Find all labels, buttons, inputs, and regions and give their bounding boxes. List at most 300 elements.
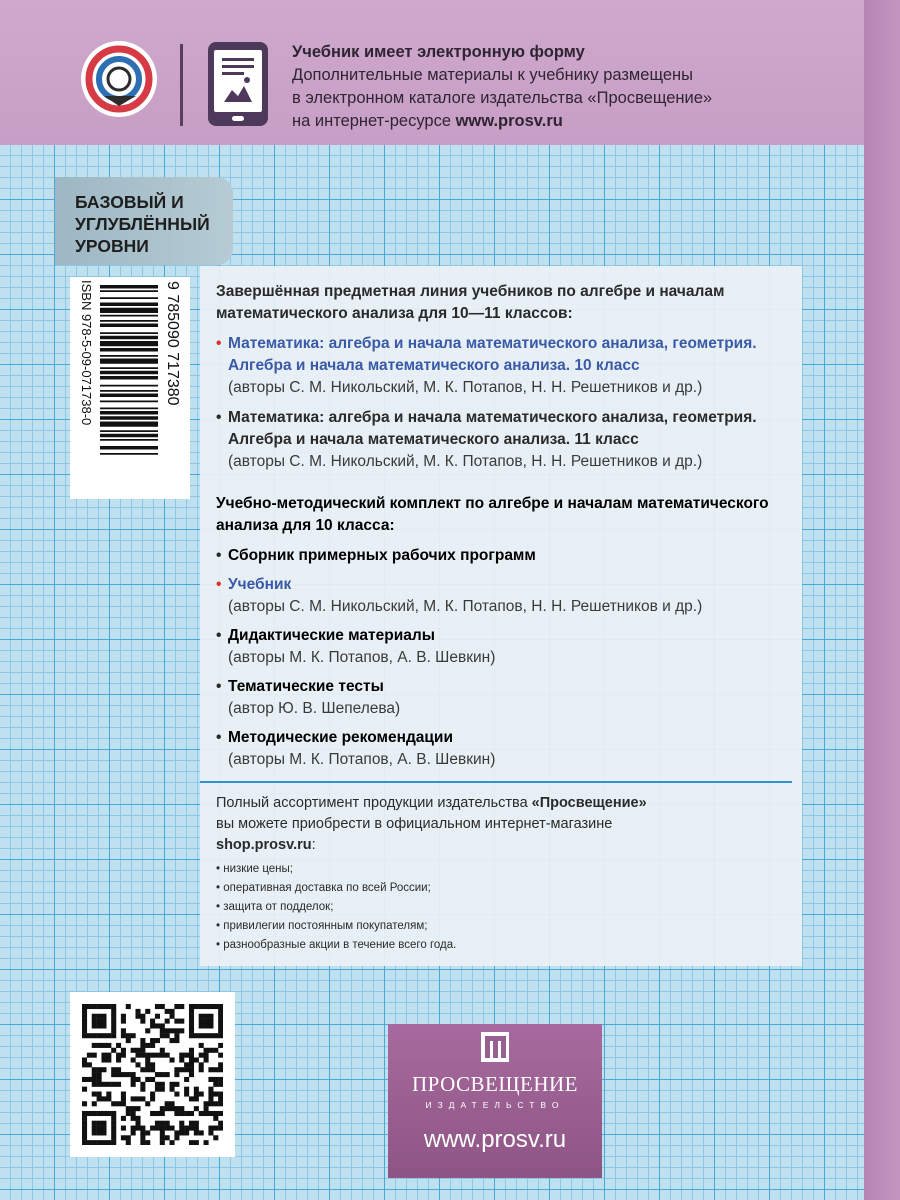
qr-module: [92, 1053, 97, 1058]
qr-module: [131, 1126, 136, 1131]
qr-module: [131, 1048, 136, 1053]
qr-module: [208, 1096, 213, 1101]
qr-finder-module: [92, 1004, 97, 1009]
qr-module: [194, 1057, 199, 1062]
qr-module: [116, 1043, 121, 1048]
qr-module: [213, 1077, 218, 1082]
qr-module: [199, 1067, 204, 1072]
electronic-form-logo-icon: [84, 44, 154, 114]
qr-finder-module: [101, 1033, 106, 1038]
qr-module: [189, 1053, 194, 1058]
qr-module: [101, 1096, 106, 1101]
qr-module: [131, 1077, 136, 1082]
qr-module: [126, 1140, 131, 1145]
qr-module: [184, 1067, 189, 1072]
qr-finder-module: [87, 1140, 92, 1145]
qr-module: [194, 1092, 199, 1097]
qr-module: [165, 1019, 170, 1024]
header-line-4: [292, 110, 812, 133]
qr-finder-module: [101, 1111, 106, 1116]
qr-module: [121, 1101, 126, 1106]
qr-module: [189, 1048, 194, 1053]
qr-module: [121, 1116, 126, 1121]
qr-finder-module: [97, 1126, 102, 1131]
qr-module: [199, 1062, 204, 1067]
level-line-2: УГЛУБЛЁННЫЙ: [75, 214, 210, 234]
qr-finder-module: [189, 1028, 194, 1033]
qr-module: [170, 1087, 175, 1092]
qr-module: [97, 1082, 102, 1087]
barcode-bar: [100, 324, 158, 328]
qr-module: [204, 1140, 209, 1145]
textbook-11-title: Математика: алгебра и начала математического анализа, геометрия. Алгебра и начала математического анализа. 11 класс: [228, 409, 757, 448]
level-line-3: УРОВНИ: [75, 236, 149, 256]
isbn-text: ISBN 978-5-09-071738-0: [79, 280, 94, 426]
list-item: [216, 727, 796, 771]
qr-module: [145, 1057, 150, 1062]
qr-finder-module: [204, 1033, 209, 1038]
qr-finder-module: [199, 1019, 204, 1024]
qr-module: [218, 1062, 223, 1067]
qr-finder-module: [111, 1116, 116, 1121]
publisher-url-link[interactable]: www.prosv.ru: [423, 1126, 567, 1153]
qr-module: [170, 1106, 175, 1111]
qr-module: [184, 1062, 189, 1067]
qr-module: [194, 1087, 199, 1092]
qr-module: [135, 1009, 140, 1014]
qr-module: [165, 1033, 170, 1038]
qr-finder-module: [189, 1023, 194, 1028]
qr-finder-module: [82, 1135, 87, 1140]
qr-module: [179, 1130, 184, 1135]
qr-module: [213, 1082, 218, 1087]
barcode-bar: [100, 371, 158, 375]
header-line-3: в электронном каталоге издательства «Просвещение»: [292, 89, 713, 107]
qr-module: [111, 1067, 116, 1072]
qr-module: [174, 1111, 179, 1116]
barcode-bar: [100, 434, 158, 438]
qr-module: [116, 1082, 121, 1087]
barcode-bar: [100, 297, 158, 299]
qr-module: [218, 1092, 223, 1097]
list-item: [216, 545, 796, 567]
qr-finder-module: [92, 1023, 97, 1028]
qr-finder-module: [189, 1019, 194, 1024]
qr-module: [174, 1033, 179, 1038]
qr-finder-module: [111, 1111, 116, 1116]
qr-module: [101, 1043, 106, 1048]
qr-finder-module: [82, 1004, 87, 1009]
barcode-bar: [100, 355, 158, 357]
qr-finder-module: [82, 1033, 87, 1038]
qr-module: [218, 1101, 223, 1106]
qr-module: [165, 1121, 170, 1126]
qr-finder-module: [199, 1004, 204, 1009]
qr-module: [140, 1067, 145, 1072]
qr-module: [179, 1028, 184, 1033]
qr-module: [145, 1140, 150, 1145]
qr-module: [126, 1038, 131, 1043]
qr-module: [155, 1111, 160, 1116]
barcode-bar: [100, 359, 158, 364]
publisher-subtitle: ИЗДАТЕЛЬСТВО: [425, 1100, 565, 1110]
list-item: [216, 625, 796, 669]
qr-module: [140, 1130, 145, 1135]
qr-module: [145, 1062, 150, 1067]
qr-module: [194, 1096, 199, 1101]
qr-finder-module: [82, 1140, 87, 1145]
qr-module: [92, 1072, 97, 1077]
qr-finder-module: [111, 1023, 116, 1028]
qr-finder-module: [111, 1019, 116, 1024]
qr-module: [179, 1121, 184, 1126]
qr-module: [174, 1038, 179, 1043]
qr-module: [189, 1121, 194, 1126]
qr-module: [189, 1111, 194, 1116]
shop-benefit: • защита от подделок;: [216, 898, 796, 917]
qr-module: [179, 1057, 184, 1062]
qr-module: [213, 1067, 218, 1072]
qr-finder-module: [204, 1014, 209, 1019]
qr-module: [106, 1096, 111, 1101]
kit-item-authors: (автор Ю. В. Шепелева): [228, 700, 401, 717]
qr-module: [170, 1101, 175, 1106]
qr-module: [150, 1043, 155, 1048]
barcode-bar: [100, 303, 158, 307]
qr-module: [208, 1126, 213, 1131]
qr-module: [116, 1057, 121, 1062]
qr-module: [131, 1096, 136, 1101]
qr-module: [184, 1087, 189, 1092]
qr-module: [87, 1062, 92, 1067]
qr-module: [140, 1048, 145, 1053]
qr-module: [131, 1111, 136, 1116]
qr-module: [189, 1057, 194, 1062]
qr-module: [97, 1092, 102, 1097]
qr-module: [160, 1023, 165, 1028]
qr-finder-module: [82, 1019, 87, 1024]
qr-module: [184, 1130, 189, 1135]
qr-module: [87, 1077, 92, 1082]
publisher-name-inline: «Просвещение»: [531, 795, 647, 811]
qr-module: [150, 1062, 155, 1067]
qr-module: [150, 1023, 155, 1028]
qr-module: [150, 1111, 155, 1116]
qr-module: [179, 1067, 184, 1072]
qr-module: [189, 1126, 194, 1131]
qr-module: [145, 1009, 150, 1014]
qr-module: [150, 1126, 155, 1131]
qr-finder-module: [92, 1019, 97, 1024]
qr-module: [204, 1101, 209, 1106]
qr-finder-module: [82, 1028, 87, 1033]
qr-finder-module: [111, 1130, 116, 1135]
qr-module: [160, 1053, 165, 1058]
qr-module: [135, 1096, 140, 1101]
qr-module: [160, 1072, 165, 1077]
barcode-bar: [100, 341, 158, 346]
qr-module: [179, 1111, 184, 1116]
qr-module: [101, 1067, 106, 1072]
qr-module: [145, 1028, 150, 1033]
electronic-form-title: Учебник имеет электронную форму: [292, 43, 585, 61]
qr-finder-module: [111, 1028, 116, 1033]
qr-module: [92, 1043, 97, 1048]
qr-module: [174, 1028, 179, 1033]
qr-module: [199, 1092, 204, 1097]
kit-item-title: Учебник: [228, 576, 292, 593]
qr-module: [160, 1004, 165, 1009]
qr-finder-module: [92, 1140, 97, 1145]
qr-module: [179, 1126, 184, 1131]
qr-module: [208, 1067, 213, 1072]
qr-module: [165, 1135, 170, 1140]
qr-finder-module: [111, 1126, 116, 1131]
qr-finder-module: [106, 1140, 111, 1145]
qr-module: [101, 1057, 106, 1062]
qr-finder-module: [213, 1033, 218, 1038]
qr-module: [116, 1072, 121, 1077]
shop-benefit: • разнообразные акции в течение всего года.: [216, 936, 796, 955]
qr-module: [218, 1053, 223, 1058]
qr-module: [155, 1053, 160, 1058]
qr-module: [121, 1019, 126, 1024]
qr-module: [155, 1023, 160, 1028]
qr-finder-module: [111, 1033, 116, 1038]
qr-module: [150, 1092, 155, 1097]
qr-module: [150, 1077, 155, 1082]
qr-module: [218, 1077, 223, 1082]
qr-module: [189, 1067, 194, 1072]
qr-module: [140, 1053, 145, 1058]
qr-module: [174, 1019, 179, 1024]
qr-module: [131, 1116, 136, 1121]
qr-module: [111, 1101, 116, 1106]
qr-module: [131, 1072, 136, 1077]
kit-item-title: Методические рекомендации: [228, 729, 453, 746]
qr-module: [199, 1130, 204, 1135]
qr-module: [150, 1053, 155, 1058]
qr-module: [135, 1053, 140, 1058]
qr-finder-module: [82, 1014, 87, 1019]
qr-module: [106, 1053, 111, 1058]
qr-module: [155, 1014, 160, 1019]
qr-module: [208, 1087, 213, 1092]
shop-url-link[interactable]: shop.prosv.ru: [216, 837, 312, 853]
qr-module: [131, 1130, 136, 1135]
barcode-bar: [100, 439, 158, 441]
barcode-bar: [100, 416, 158, 420]
barcode-bar: [100, 315, 158, 317]
qr-module: [135, 1116, 140, 1121]
qr-module: [170, 1082, 175, 1087]
qr-finder-module: [92, 1126, 97, 1131]
bullet-icon: •: [216, 627, 222, 644]
qr-module: [170, 1009, 175, 1014]
qr-finder-module: [189, 1009, 194, 1014]
qr-finder-module: [101, 1140, 106, 1145]
barcode-bar: [100, 385, 158, 387]
qr-module: [126, 1135, 131, 1140]
qr-finder-module: [97, 1140, 102, 1145]
shop-benefit: • низкие цены;: [216, 860, 796, 879]
qr-finder-module: [189, 1004, 194, 1009]
qr-code[interactable]: [70, 992, 235, 1157]
qr-module: [92, 1092, 97, 1097]
qr-module: [170, 1057, 175, 1062]
textbook-11-authors: (авторы С. М. Никольский, М. К. Потапов, Н. Н. Решетников и др.): [228, 453, 703, 470]
qr-module: [174, 1004, 179, 1009]
qr-module: [189, 1072, 194, 1077]
qr-finder-module: [82, 1121, 87, 1126]
qr-module: [194, 1140, 199, 1145]
header-line-2: Дополнительные материалы к учебнику размещены: [292, 66, 693, 84]
qr-finder-module: [101, 1019, 106, 1024]
qr-module: [97, 1096, 102, 1101]
qr-module: [92, 1082, 97, 1087]
shop-info: [216, 793, 796, 955]
qr-module: [213, 1101, 218, 1106]
qr-module: [145, 1043, 150, 1048]
qr-finder-module: [106, 1033, 111, 1038]
qr-finder-module: [204, 1019, 209, 1024]
barcode-bar: [100, 394, 158, 398]
content-panel: [200, 266, 802, 966]
qr-module: [174, 1130, 179, 1135]
qr-module: [174, 1067, 179, 1072]
shop-line-1: [216, 793, 796, 814]
qr-module: [208, 1101, 213, 1106]
barcode-bar: [100, 376, 158, 380]
qr-finder-module: [101, 1014, 106, 1019]
qr-module: [194, 1106, 199, 1111]
qr-finder-module: [97, 1121, 102, 1126]
qr-finder-module: [82, 1126, 87, 1131]
qr-module: [160, 1082, 165, 1087]
qr-module: [140, 1019, 145, 1024]
qr-module: [204, 1048, 209, 1053]
qr-module: [140, 1043, 145, 1048]
qr-module: [140, 1096, 145, 1101]
qr-module: [194, 1130, 199, 1135]
qr-module: [97, 1043, 102, 1048]
qr-module: [92, 1067, 97, 1072]
qr-finder-module: [111, 1009, 116, 1014]
qr-module: [92, 1077, 97, 1082]
qr-module: [213, 1111, 218, 1116]
qr-finder-module: [204, 1004, 209, 1009]
qr-module: [165, 1072, 170, 1077]
qr-module: [160, 1106, 165, 1111]
qr-finder-module: [194, 1004, 199, 1009]
barcode-bar: [100, 336, 158, 340]
header-url-link[interactable]: www.prosv.ru: [455, 112, 563, 130]
qr-module: [218, 1043, 223, 1048]
isbn-digits: 9 785090 717380: [164, 281, 181, 406]
qr-module: [160, 1140, 165, 1145]
qr-finder-module: [106, 1111, 111, 1116]
qr-module: [170, 1028, 175, 1033]
qr-module: [155, 1038, 160, 1043]
qr-module: [121, 1096, 126, 1101]
barcode-bar: [100, 390, 158, 392]
qr-module: [82, 1101, 87, 1106]
list-item: [216, 676, 796, 720]
qr-module: [131, 1106, 136, 1111]
qr-module: [199, 1043, 204, 1048]
barcode-bar: [100, 285, 158, 289]
shop-url-suffix: :: [311, 837, 316, 853]
qr-finder-module: [92, 1130, 97, 1135]
list-item: [216, 333, 796, 399]
qr-module: [174, 1082, 179, 1087]
barcode-bar: [100, 446, 158, 450]
qr-module: [213, 1135, 218, 1140]
qr-finder-module: [218, 1014, 223, 1019]
barcode-bar: [100, 308, 158, 313]
qr-module: [194, 1121, 199, 1126]
bullet-icon: •: [216, 729, 222, 746]
qr-finder-module: [97, 1033, 102, 1038]
qr-module: [170, 1126, 175, 1131]
kit-heading: Учебно-методический комплект по алгебре и началам математического анализа для 10 класса:: [216, 495, 769, 534]
qr-module: [184, 1111, 189, 1116]
qr-module: [208, 1092, 213, 1097]
series-heading: Завершённая предметная линия учебников по алгебре и началам математического анализа для 10—11 классов:: [216, 283, 725, 322]
bullet-icon: •: [216, 547, 222, 564]
qr-module: [145, 1077, 150, 1082]
shop-line-1-prefix: Полный ассортимент продукции издательства: [216, 795, 532, 811]
qr-module: [218, 1121, 223, 1126]
qr-module: [145, 1067, 150, 1072]
qr-module: [165, 1101, 170, 1106]
qr-module: [213, 1048, 218, 1053]
shop-line-2: вы можете приобрести в официальном интернет-магазине: [216, 816, 613, 832]
qr-finder-module: [208, 1023, 213, 1028]
qr-module: [155, 1126, 160, 1131]
qr-finder-module: [101, 1121, 106, 1126]
qr-module: [160, 1130, 165, 1135]
barcode-bar: [100, 411, 158, 415]
qr-finder-module: [218, 1019, 223, 1024]
qr-module: [174, 1135, 179, 1140]
qr-module: [204, 1111, 209, 1116]
qr-module: [111, 1072, 116, 1077]
qr-finder-module: [87, 1111, 92, 1116]
barcode-bar: [100, 348, 158, 352]
qr-module: [87, 1053, 92, 1058]
qr-module: [199, 1053, 204, 1058]
qr-finder-module: [106, 1004, 111, 1009]
qr-finder-module: [218, 1028, 223, 1033]
kit-item-authors: (авторы С. М. Никольский, М. К. Потапов, Н. Н. Решетников и др.): [228, 598, 703, 615]
qr-module: [155, 1082, 160, 1087]
qr-finder-module: [189, 1033, 194, 1038]
bullet-icon: •: [216, 409, 222, 426]
qr-module: [218, 1111, 223, 1116]
qr-finder-module: [218, 1009, 223, 1014]
qr-module: [101, 1053, 106, 1058]
qr-module: [97, 1072, 102, 1077]
qr-module: [140, 1135, 145, 1140]
qr-finder-module: [204, 1023, 209, 1028]
qr-module: [135, 1048, 140, 1053]
qr-module: [208, 1048, 213, 1053]
barcode-bar: [100, 290, 158, 292]
barcode-bar: [100, 430, 158, 432]
barcode-bars: [100, 285, 158, 455]
qr-module: [126, 1072, 131, 1077]
